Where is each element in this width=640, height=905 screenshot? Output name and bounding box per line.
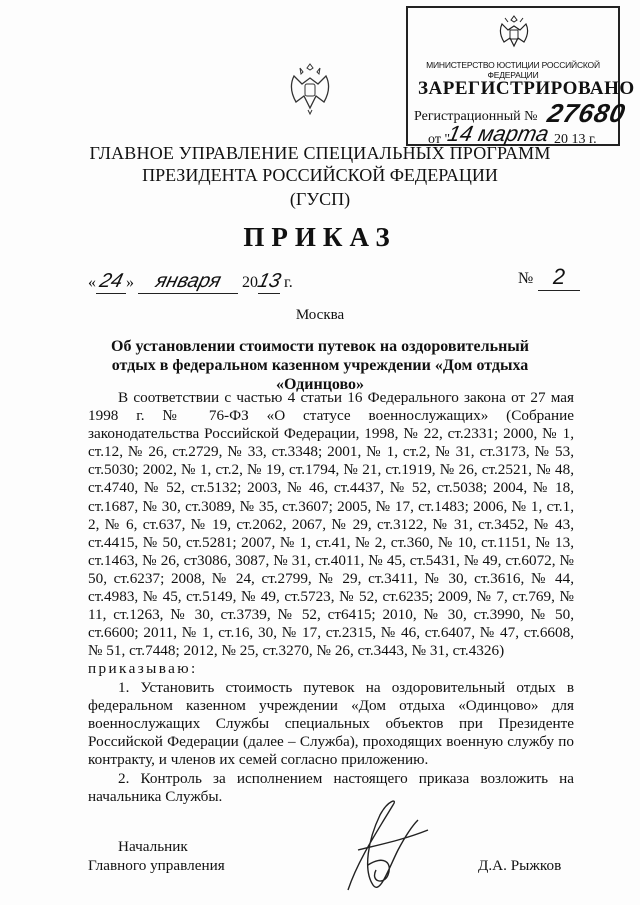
handwritten-signature-icon [318, 790, 438, 900]
order-number-label: № [518, 270, 534, 287]
registration-stamp [406, 6, 635, 147]
date-year-g: г. [280, 274, 293, 291]
document-title: ПРИКАЗ [243, 222, 397, 252]
order-number: 2 [538, 264, 580, 291]
stamp-ministry: МИНИСТЕРСТВО ЮСТИЦИИ РОССИЙСКОЙ ФЕДЕРАЦИИ [426, 60, 600, 80]
stamp-date: 14 марта [445, 121, 552, 146]
signer-position-line2: Главного управления [88, 857, 225, 874]
stamp-reg-label: Регистрационный № [414, 109, 538, 124]
date-close-quote: » [126, 274, 134, 291]
date-day: 24 [97, 270, 125, 292]
org-name-line1: ГЛАВНОЕ УПРАВЛЕНИЕ СПЕЦИАЛЬНЫХ ПРОГРАММ [89, 143, 551, 163]
city: Москва [295, 307, 345, 323]
stamp-reg-number: 27680 [544, 98, 629, 128]
date-open-quote: « [88, 274, 96, 291]
date-year-suffix: 13 [255, 270, 284, 292]
eagle-emblem-icon [496, 12, 532, 52]
signer-name: Д.А. Рыжков [478, 857, 562, 874]
signer-position-line1: Начальник [118, 838, 188, 855]
date-year-prefix: 20 [242, 274, 258, 291]
order-item-2: 2. Контроль за исполнением настоящего приказа возложить на начальника Службы. [88, 770, 574, 806]
order-date [88, 270, 293, 294]
stamp-registered: ЗАРЕГИСТРИРОВАНО [418, 78, 635, 99]
stamp-year: 20 13 г. [554, 132, 597, 147]
order-subject: Об установлении стоимости путевок на оздоровительный отдых в федеральном казенном учреждении «Дом отдыха «Одинцово» [111, 338, 529, 393]
order-item-1: 1. Установить стоимость путевок на оздоровительный отдых в федеральном казенном учреждении «Дом отдыха «Одинцово» для военнослужащих Службы специальных объектов при Президенте Российской Федерации (далее – Служба), проходящих военную службу по контракту, и членов их семей согласно приложению. [88, 679, 574, 769]
org-abbr: (ГУСП) [289, 189, 351, 209]
preamble-paragraph: В соответствии с частью 4 статьи 16 Федерального закона от 27 мая 1998 г. № 76-ФЗ «О статусе военнослужащих» (Собрание законодательства Российской Федерации, 1998, № 22, ст.2331; 2000, № 1, ст.12, № 26, ст.2729, № 33, ст.3348; 2001, № 1, ст.2, № 31, ст.3173, № 53, ст.5030; 2002, № 1, ст.2, № 19, ст.1794, № 21, ст.1919, № 26, ст.2521, № 48, ст.4740, № 52, ст.5132; 2003, № 46, ст.4437, № 52, ст.5038; 2004, № 18, ст.1687, № 30, ст.3089, № 35, ст.3607; 2005, № 17, ст.1483; 2006, № 1, ст.1, 2, № 6, ст.637, № 19, ст.2062, 2067, № 29, ст.3122, № 31, ст.3452, № 43, ст.4415, № 50, ст.5281; 2007, № 1, ст.41, № 2, ст.360, № 10, ст.1151, № 13, ст.1463, № 26, ст3086, 3087, № 31, ст.4011, № 45, ст.5431, № 49, ст.6072, № 50, ст.6237; 2008, № 24, ст.2799, № 29, ст.3411, № 30, ст.3616, № 44, ст.4983, № 45, ст.5149, № 49, ст.5723, № 52, ст.6235; 2009, № 7, ст.769, № 11, ст.1263, № 30, ст.3739, № 52, ст6415; 2010, № 30, ст.3990, № 50, ст.6600; 2011, № 1, ст.16, 30, № 17, ст.2315, № 46, ст.6407, № 47, ст.6608, № 51, ст.7448; 2012, № 25, ст.3270, № 26, ст.3443, № 31, ст.4326) [88, 389, 574, 660]
date-month: января [138, 270, 238, 294]
stamp-from-label: от " [428, 132, 451, 147]
org-name-line2: ПРЕЗИДЕНТА РОССИЙСКОЙ ФЕДЕРАЦИИ [142, 165, 498, 185]
prikazyvayu: приказываю: [88, 660, 198, 677]
coat-of-arms-icon [288, 62, 332, 116]
